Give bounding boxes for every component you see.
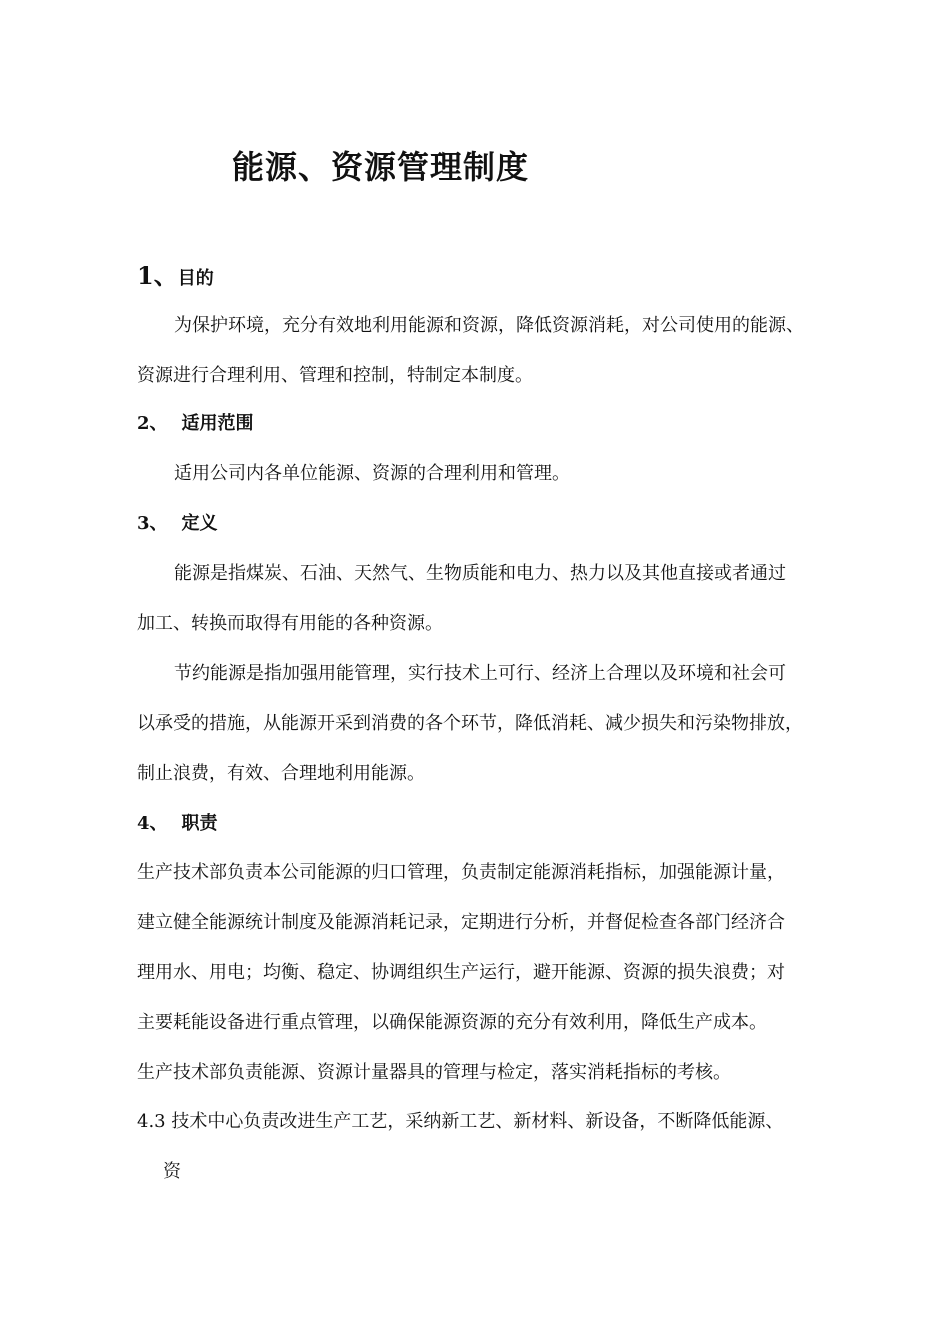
paragraph-line: 制止浪费，有效、合理地利用能源。 (137, 763, 425, 784)
paragraph-line: 资源进行合理利用、管理和控制，特制定本制度。 (137, 365, 533, 386)
paragraph-line: 加工、转换而取得有用能的各种资源。 (137, 613, 443, 634)
section-number: 2、 (137, 413, 168, 434)
section-number: 3、 (137, 513, 168, 534)
paragraph-line: 为保护环境，充分有效地利用能源和资源，降低资源消耗，对公司使用的能源、 (174, 315, 804, 336)
section-title: 适用范围 (181, 413, 254, 434)
section-title: 职责 (181, 813, 218, 834)
paragraph-line: 生产技术部负责本公司能源的归口管理，负责制定能源消耗指标，加强能源计量， (137, 862, 785, 883)
paragraph-line: 节约能源是指加强用能管理，实行技术上可行、经济上合理以及环境和社会可 (174, 663, 786, 684)
section-title: 定义 (181, 513, 218, 534)
section-number: 4、 (137, 813, 168, 834)
paragraph-line: 理用水、用电；均衡、稳定、协调组织生产运行，避开能源、资源的损失浪费；对 (137, 962, 785, 983)
section-heading-2 (137, 412, 254, 436)
paragraph-line: 以承受的措施，从能源开采到消费的各个环节，降低消耗、减少损失和污染物排放， (137, 713, 803, 734)
paragraph-line: 能源是指煤炭、石油、天然气、生物质能和电力、热力以及其他直接或者通过 (174, 563, 786, 584)
document-title: 能源、资源管理制度 (232, 148, 530, 186)
paragraph-line: 建立健全能源统计制度及能源消耗记录，定期进行分析，并督促检查各部门经济合 (137, 912, 785, 933)
paragraph-line: 生产技术部负责能源、资源计量器具的管理与检定，落实消耗指标的考核。 (137, 1062, 731, 1083)
section-number: 1、 (137, 261, 178, 290)
paragraph-line: 主要耗能设备进行重点管理，以确保能源资源的充分有效利用，降低生产成本。 (137, 1012, 767, 1033)
section-heading-4 (137, 812, 218, 836)
section-heading-3 (137, 512, 218, 536)
section-heading-1 (137, 261, 214, 291)
paragraph-line: 适用公司内各单位能源、资源的合理利用和管理。 (174, 463, 570, 484)
paragraph-line: 资 (163, 1161, 181, 1182)
paragraph-line: 4.3 技术中心负责改进生产工艺，采纳新工艺、新材料、新设备，不断降低能源、 (137, 1111, 784, 1132)
section-title: 目的 (177, 268, 214, 289)
